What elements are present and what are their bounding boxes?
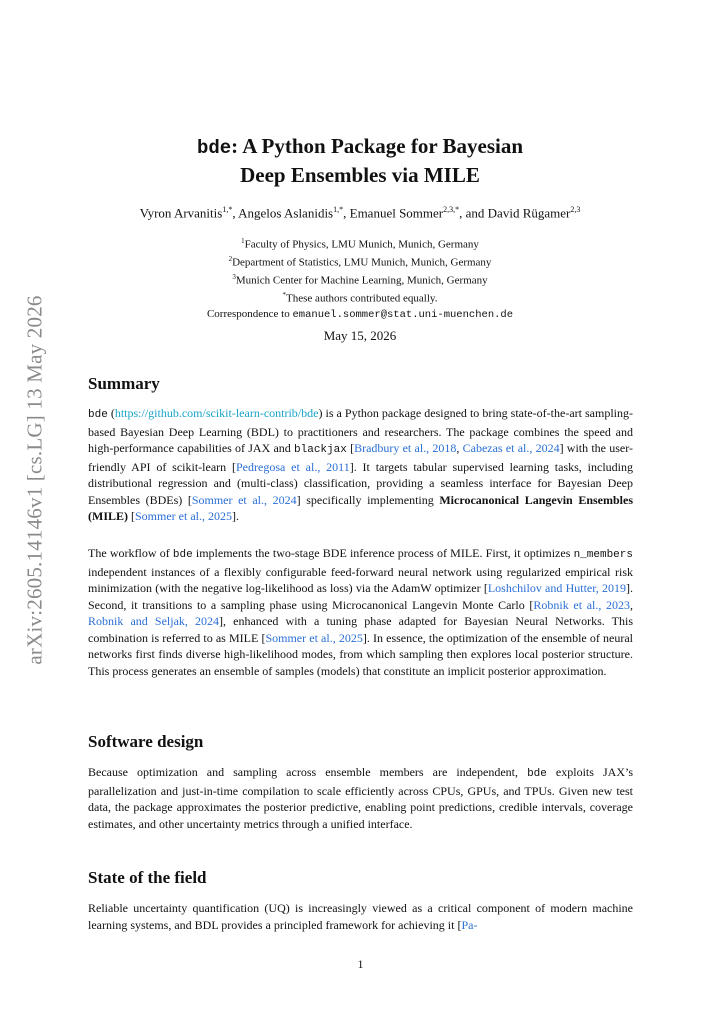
state-of-field-paragraph <box>88 900 633 933</box>
affiliations <box>87 234 633 322</box>
arxiv-id-text: arXiv:2605.14146v1 [cs.LG] 13 May 2026 <box>22 295 47 665</box>
affiliation-line <box>87 270 633 288</box>
affil-text: Department of Statistics, LMU Munich, Munich, Germany <box>232 256 492 269</box>
github-link[interactable]: https://github.com/scikit-learn-contrib/bde <box>114 406 319 420</box>
author-separator: , and <box>459 205 488 221</box>
affil-marker: 1 <box>241 237 245 245</box>
affiliation-line <box>87 234 633 252</box>
affil-marker: 3 <box>232 273 236 282</box>
text: [ <box>346 441 355 455</box>
citation-link[interactable]: Loshchilov and Hutter, 2019 <box>487 581 626 595</box>
author-name: Angelos Aslanidis <box>238 205 334 221</box>
inline-code: blackjax <box>294 444 347 456</box>
citation-link[interactable]: Robnik and Seljak, 2024 <box>88 614 220 628</box>
publication-date: May 15, 2026 <box>323 328 397 343</box>
author-separator: , <box>343 205 350 221</box>
text: Reliable uncertainty quantification (UQ) is increasingly viewed as a critical component of modern machine learning systems, and BDL provides a principled framework for achieving it [ <box>88 901 633 932</box>
citation-link[interactable]: Pedregosa et al., 2011 <box>236 459 350 474</box>
summary-paragraph-1 <box>88 405 633 525</box>
affil-text: Faculty of Physics, LMU Munich, Munich, Germany <box>244 238 479 251</box>
text: The workflow of <box>88 546 173 560</box>
heading-software-design: Software design <box>88 732 204 751</box>
text: , <box>630 597 633 612</box>
method-name-bold: Microcanonical Langevin Ensembles (MILE) <box>88 492 633 523</box>
inline-code: bde <box>527 768 547 780</box>
text: ( <box>107 406 115 420</box>
affil-text: Munich Center for Machine Learning, Munich, Germany <box>235 274 488 287</box>
text: exploits JAX’s parallelization and just-in-time compilation to scale efficiently across CPUs, GPUs, and TPUs. Given new test data, the package approximates the posterior predictive, enabling point predictions, credible intervals, coverage estimates, and other uncertainty metrics through a unified interface. <box>88 765 633 831</box>
correspondence-email[interactable]: emanuel.sommer@stat.uni-muenchen.de <box>292 308 514 321</box>
affil-marker: * <box>282 291 287 300</box>
title-code: bde <box>196 137 232 159</box>
heading-summary: Summary <box>88 374 160 393</box>
citation-link[interactable]: Sommer et al., 2025 <box>135 509 232 523</box>
text: ]. In essence, the optimization of the ensemble of neural networks first finds diverse high-likelihood modes, from which sampling then explores local posterior structure. This process generates an ensemble of samples (models) that constitute an implicit posterior approximation. <box>88 630 634 678</box>
text: ] specifically implementing <box>296 492 440 507</box>
affil-text: These authors contributed equally. <box>286 293 438 306</box>
citation-link[interactable]: Sommer et al., 2025 <box>265 630 363 645</box>
text: ]. Second, it transitions to a sampling phase using Microcanonical Langevin Monte Carlo [ <box>88 581 633 612</box>
paper-title <box>87 133 633 189</box>
affiliation-line <box>87 288 633 306</box>
text: implements the two-stage BDE inference process of MILE. First, it optimizes <box>192 546 574 560</box>
inline-code: bde <box>172 549 193 561</box>
text: ], enhanced with a tuning phase adapted for Bayesian Neural Networks. This combination is referred to as MILE [ <box>88 614 633 645</box>
author-separator: , <box>232 205 239 221</box>
text: ] with the user-friendly API of scikit-learn [ <box>88 441 633 474</box>
author-affil: 1,* <box>333 205 344 214</box>
software-design-paragraph <box>88 764 633 832</box>
author-name: Emanuel Sommer <box>349 205 444 221</box>
title-line1: : A Python Package for Bayesian <box>231 134 524 158</box>
inline-code: n_members <box>573 549 633 561</box>
citation-link[interactable]: Cabezas et al., 2024 <box>462 441 560 455</box>
text: , <box>456 441 463 455</box>
text: independent instances of a flexibly configurable feed-forward neural network using regularized empirical risk minimization (with the negative log-likelihood as loss) via the AdamW optimizer [ <box>88 564 633 595</box>
author-affil: 2,3 <box>570 205 581 214</box>
affiliation-line <box>87 252 633 270</box>
author-affil: 2,3,* <box>443 205 460 214</box>
author-affil: 1,* <box>222 205 233 214</box>
correspondence-label: Correspondence to <box>206 307 293 320</box>
citation-link[interactable]: Bradbury et al., 2018 <box>354 441 457 455</box>
text: Because optimization and sampling across ensemble members are independent, <box>88 765 528 779</box>
author-name: David Rügamer <box>487 205 571 221</box>
inline-code: bde <box>88 409 108 421</box>
summary-paragraph-2 <box>88 545 633 679</box>
citation-link[interactable]: Sommer et al., 2024 <box>191 492 297 507</box>
arxiv-identifier-stamp <box>18 250 52 710</box>
heading-state-of-field: State of the field <box>88 868 207 887</box>
correspondence-line <box>87 307 633 323</box>
affil-marker: 2 <box>228 255 233 264</box>
text: [ <box>128 509 135 523</box>
text: ]. It targets tabular supervised learning tasks, including distributional regression and (multi-class) classification, providing a seamless interface for Bayesian Deep Ensembles (BDEs) [ <box>88 459 633 507</box>
author-list <box>87 205 633 221</box>
title-line2: Deep Ensembles via MILE <box>240 163 480 187</box>
text: ]. <box>231 509 239 523</box>
text: ) is a Python package designed to bring state-of-the-art sampling-based Bayesian Deep Learning (BDL) to practitioners and researchers. The package combines the speed and high-performance capabilities of JAX and <box>88 406 633 455</box>
citation-link[interactable]: Robnik et al., 2023 <box>533 597 630 612</box>
citation-link[interactable]: Pa- <box>461 917 478 932</box>
page-number: 1 <box>357 957 364 971</box>
author-name: Vyron Arvanitis <box>139 205 223 221</box>
